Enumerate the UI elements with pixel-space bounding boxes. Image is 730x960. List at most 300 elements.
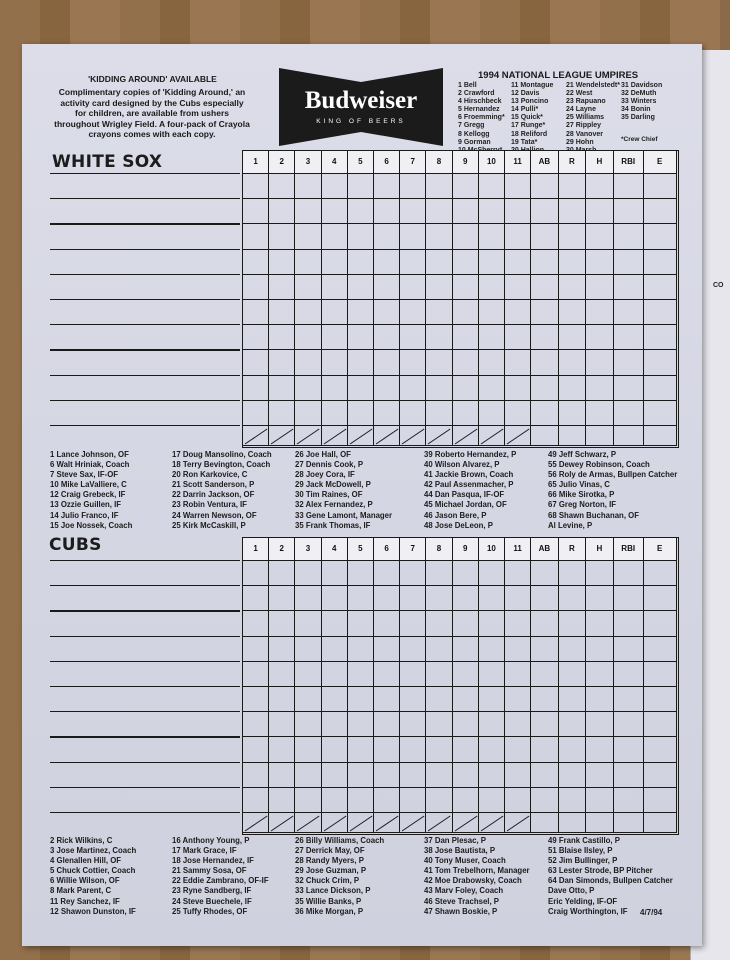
total-cell[interactable]	[348, 426, 374, 446]
score-cell[interactable]	[374, 637, 400, 662]
total-cell[interactable]	[505, 813, 531, 833]
player-name-line[interactable]	[50, 636, 240, 637]
score-cell[interactable]	[559, 275, 587, 300]
score-cell[interactable]	[348, 611, 374, 636]
score-cell[interactable]	[400, 712, 426, 737]
score-cell[interactable]	[586, 300, 614, 325]
score-cell[interactable]	[453, 401, 479, 426]
total-cell[interactable]	[295, 426, 321, 446]
total-cell[interactable]	[614, 426, 644, 446]
score-cell[interactable]	[559, 737, 587, 762]
score-cell[interactable]	[479, 401, 505, 426]
score-cell[interactable]	[614, 350, 644, 375]
score-cell[interactable]	[295, 350, 321, 375]
score-cell[interactable]	[348, 561, 374, 586]
score-cell[interactable]	[243, 275, 269, 300]
score-cell[interactable]	[243, 325, 269, 350]
score-cell[interactable]	[374, 174, 400, 199]
score-cell[interactable]	[586, 174, 614, 199]
score-cell[interactable]	[479, 737, 505, 762]
score-cell[interactable]	[374, 611, 400, 636]
total-cell[interactable]	[400, 426, 426, 446]
score-cell[interactable]	[531, 763, 559, 788]
score-cell[interactable]	[644, 687, 677, 712]
score-cell[interactable]	[322, 662, 348, 687]
score-cell[interactable]	[644, 224, 677, 249]
score-cell[interactable]	[269, 637, 295, 662]
score-cell[interactable]	[348, 401, 374, 426]
score-cell[interactable]	[586, 350, 614, 375]
score-cell[interactable]	[243, 376, 269, 401]
score-cell[interactable]	[453, 586, 479, 611]
total-cell[interactable]	[269, 426, 295, 446]
score-cell[interactable]	[531, 662, 559, 687]
player-name-line[interactable]	[50, 787, 240, 788]
score-cell[interactable]	[243, 712, 269, 737]
score-cell[interactable]	[453, 662, 479, 687]
score-cell[interactable]	[348, 737, 374, 762]
score-cell[interactable]	[531, 350, 559, 375]
score-cell[interactable]	[426, 712, 452, 737]
score-cell[interactable]	[426, 637, 452, 662]
score-cell[interactable]	[453, 300, 479, 325]
player-name-line[interactable]	[50, 299, 240, 300]
score-cell[interactable]	[374, 737, 400, 762]
score-cell[interactable]	[614, 275, 644, 300]
score-cell[interactable]	[559, 586, 587, 611]
score-cell[interactable]	[614, 174, 644, 199]
score-cell[interactable]	[559, 611, 587, 636]
player-name-line[interactable]	[50, 812, 240, 813]
score-cell[interactable]	[322, 611, 348, 636]
score-cell[interactable]	[586, 376, 614, 401]
score-cell[interactable]	[322, 637, 348, 662]
score-cell[interactable]	[348, 350, 374, 375]
score-cell[interactable]	[479, 712, 505, 737]
total-cell[interactable]	[243, 426, 269, 446]
score-cell[interactable]	[586, 224, 614, 249]
score-cell[interactable]	[295, 325, 321, 350]
player-name-line[interactable]	[50, 249, 240, 250]
total-cell[interactable]	[559, 426, 587, 446]
total-cell[interactable]	[269, 813, 295, 833]
score-cell[interactable]	[614, 637, 644, 662]
score-cell[interactable]	[559, 763, 587, 788]
score-cell[interactable]	[453, 737, 479, 762]
score-cell[interactable]	[269, 561, 295, 586]
score-cell[interactable]	[505, 561, 531, 586]
total-cell[interactable]	[348, 813, 374, 833]
score-cell[interactable]	[531, 637, 559, 662]
score-cell[interactable]	[269, 199, 295, 224]
score-cell[interactable]	[479, 611, 505, 636]
total-cell[interactable]	[479, 813, 505, 833]
score-cell[interactable]	[531, 788, 559, 813]
score-cell[interactable]	[644, 712, 677, 737]
score-cell[interactable]	[322, 586, 348, 611]
score-cell[interactable]	[559, 401, 587, 426]
player-name-line[interactable]	[50, 610, 240, 611]
score-cell[interactable]	[531, 325, 559, 350]
score-cell[interactable]	[479, 763, 505, 788]
total-cell[interactable]	[531, 426, 559, 446]
total-cell[interactable]	[295, 813, 321, 833]
score-cell[interactable]	[586, 687, 614, 712]
score-cell[interactable]	[243, 662, 269, 687]
score-cell[interactable]	[505, 224, 531, 249]
score-cell[interactable]	[453, 174, 479, 199]
score-cell[interactable]	[453, 561, 479, 586]
score-cell[interactable]	[374, 250, 400, 275]
score-cell[interactable]	[505, 737, 531, 762]
score-cell[interactable]	[269, 325, 295, 350]
score-cell[interactable]	[644, 662, 677, 687]
score-cell[interactable]	[531, 199, 559, 224]
score-cell[interactable]	[374, 712, 400, 737]
score-cell[interactable]	[374, 561, 400, 586]
score-cell[interactable]	[295, 662, 321, 687]
score-cell[interactable]	[269, 788, 295, 813]
score-cell[interactable]	[348, 637, 374, 662]
score-cell[interactable]	[426, 174, 452, 199]
score-cell[interactable]	[559, 174, 587, 199]
score-cell[interactable]	[644, 275, 677, 300]
score-cell[interactable]	[505, 275, 531, 300]
score-cell[interactable]	[400, 561, 426, 586]
score-cell[interactable]	[586, 586, 614, 611]
total-cell[interactable]	[453, 426, 479, 446]
score-cell[interactable]	[374, 788, 400, 813]
score-cell[interactable]	[614, 224, 644, 249]
score-cell[interactable]	[559, 300, 587, 325]
score-cell[interactable]	[295, 687, 321, 712]
player-name-line[interactable]	[50, 223, 240, 224]
total-cell[interactable]	[479, 426, 505, 446]
total-cell[interactable]	[644, 813, 677, 833]
score-cell[interactable]	[644, 763, 677, 788]
score-cell[interactable]	[400, 199, 426, 224]
score-cell[interactable]	[426, 763, 452, 788]
score-cell[interactable]	[505, 763, 531, 788]
score-cell[interactable]	[614, 561, 644, 586]
player-name-line[interactable]	[50, 661, 240, 662]
score-cell[interactable]	[559, 687, 587, 712]
total-cell[interactable]	[559, 813, 587, 833]
score-cell[interactable]	[586, 763, 614, 788]
score-cell[interactable]	[426, 350, 452, 375]
score-cell[interactable]	[295, 224, 321, 249]
player-name-line[interactable]	[50, 324, 240, 325]
score-cell[interactable]	[426, 224, 452, 249]
score-cell[interactable]	[400, 325, 426, 350]
score-cell[interactable]	[644, 401, 677, 426]
score-cell[interactable]	[269, 687, 295, 712]
score-cell[interactable]	[505, 788, 531, 813]
player-name-line[interactable]	[50, 198, 240, 199]
score-cell[interactable]	[644, 350, 677, 375]
score-cell[interactable]	[374, 662, 400, 687]
score-cell[interactable]	[426, 586, 452, 611]
score-cell[interactable]	[348, 199, 374, 224]
score-cell[interactable]	[400, 300, 426, 325]
score-cell[interactable]	[243, 687, 269, 712]
score-cell[interactable]	[586, 662, 614, 687]
score-cell[interactable]	[269, 662, 295, 687]
score-cell[interactable]	[479, 250, 505, 275]
score-cell[interactable]	[479, 586, 505, 611]
score-cell[interactable]	[531, 275, 559, 300]
score-cell[interactable]	[614, 586, 644, 611]
total-cell[interactable]	[505, 426, 531, 446]
player-name-line[interactable]	[50, 711, 240, 712]
score-cell[interactable]	[453, 376, 479, 401]
score-cell[interactable]	[614, 199, 644, 224]
total-cell[interactable]	[614, 813, 644, 833]
score-cell[interactable]	[322, 224, 348, 249]
score-cell[interactable]	[586, 737, 614, 762]
score-cell[interactable]	[374, 325, 400, 350]
score-cell[interactable]	[614, 250, 644, 275]
score-cell[interactable]	[269, 376, 295, 401]
score-cell[interactable]	[644, 250, 677, 275]
score-cell[interactable]	[644, 325, 677, 350]
score-cell[interactable]	[374, 401, 400, 426]
score-cell[interactable]	[374, 763, 400, 788]
score-cell[interactable]	[348, 687, 374, 712]
score-cell[interactable]	[295, 401, 321, 426]
score-cell[interactable]	[614, 687, 644, 712]
score-cell[interactable]	[614, 300, 644, 325]
total-cell[interactable]	[426, 426, 452, 446]
score-cell[interactable]	[295, 763, 321, 788]
score-cell[interactable]	[322, 763, 348, 788]
score-cell[interactable]	[322, 250, 348, 275]
score-cell[interactable]	[614, 712, 644, 737]
score-cell[interactable]	[400, 662, 426, 687]
score-cell[interactable]	[531, 174, 559, 199]
player-name-line[interactable]	[50, 375, 240, 376]
score-cell[interactable]	[505, 687, 531, 712]
score-cell[interactable]	[453, 275, 479, 300]
score-cell[interactable]	[644, 586, 677, 611]
score-cell[interactable]	[586, 561, 614, 586]
total-cell[interactable]	[426, 813, 452, 833]
score-cell[interactable]	[400, 611, 426, 636]
score-cell[interactable]	[531, 561, 559, 586]
score-cell[interactable]	[295, 788, 321, 813]
score-cell[interactable]	[426, 687, 452, 712]
score-cell[interactable]	[400, 637, 426, 662]
score-cell[interactable]	[269, 224, 295, 249]
score-cell[interactable]	[400, 401, 426, 426]
score-cell[interactable]	[400, 250, 426, 275]
score-cell[interactable]	[531, 300, 559, 325]
score-cell[interactable]	[453, 325, 479, 350]
total-cell[interactable]	[531, 813, 559, 833]
score-cell[interactable]	[243, 586, 269, 611]
score-cell[interactable]	[295, 737, 321, 762]
total-cell[interactable]	[453, 813, 479, 833]
score-cell[interactable]	[644, 174, 677, 199]
score-cell[interactable]	[614, 737, 644, 762]
score-cell[interactable]	[479, 637, 505, 662]
score-cell[interactable]	[295, 637, 321, 662]
total-cell[interactable]	[586, 813, 614, 833]
score-cell[interactable]	[426, 662, 452, 687]
score-cell[interactable]	[400, 350, 426, 375]
score-cell[interactable]	[295, 300, 321, 325]
score-cell[interactable]	[426, 561, 452, 586]
score-cell[interactable]	[322, 376, 348, 401]
score-cell[interactable]	[505, 250, 531, 275]
score-cell[interactable]	[644, 199, 677, 224]
score-cell[interactable]	[453, 712, 479, 737]
score-cell[interactable]	[269, 300, 295, 325]
score-cell[interactable]	[559, 637, 587, 662]
score-cell[interactable]	[586, 199, 614, 224]
score-cell[interactable]	[426, 737, 452, 762]
score-cell[interactable]	[644, 737, 677, 762]
score-cell[interactable]	[505, 376, 531, 401]
score-cell[interactable]	[644, 788, 677, 813]
score-cell[interactable]	[243, 224, 269, 249]
score-cell[interactable]	[559, 250, 587, 275]
score-cell[interactable]	[644, 376, 677, 401]
score-cell[interactable]	[614, 662, 644, 687]
score-cell[interactable]	[243, 174, 269, 199]
score-cell[interactable]	[348, 300, 374, 325]
score-cell[interactable]	[614, 788, 644, 813]
score-cell[interactable]	[505, 712, 531, 737]
total-cell[interactable]	[322, 426, 348, 446]
score-cell[interactable]	[614, 401, 644, 426]
score-cell[interactable]	[243, 401, 269, 426]
score-cell[interactable]	[453, 350, 479, 375]
score-cell[interactable]	[505, 611, 531, 636]
score-cell[interactable]	[243, 788, 269, 813]
score-cell[interactable]	[400, 224, 426, 249]
score-cell[interactable]	[269, 174, 295, 199]
score-cell[interactable]	[531, 712, 559, 737]
score-cell[interactable]	[559, 199, 587, 224]
score-cell[interactable]	[505, 662, 531, 687]
score-cell[interactable]	[586, 712, 614, 737]
total-cell[interactable]	[586, 426, 614, 446]
score-cell[interactable]	[453, 611, 479, 636]
score-cell[interactable]	[479, 300, 505, 325]
score-cell[interactable]	[586, 637, 614, 662]
score-cell[interactable]	[269, 737, 295, 762]
score-cell[interactable]	[426, 199, 452, 224]
score-cell[interactable]	[243, 250, 269, 275]
score-cell[interactable]	[269, 763, 295, 788]
score-cell[interactable]	[453, 687, 479, 712]
score-cell[interactable]	[269, 401, 295, 426]
score-cell[interactable]	[559, 224, 587, 249]
total-cell[interactable]	[243, 813, 269, 833]
score-cell[interactable]	[586, 788, 614, 813]
score-cell[interactable]	[348, 325, 374, 350]
score-cell[interactable]	[426, 376, 452, 401]
score-cell[interactable]	[453, 224, 479, 249]
score-cell[interactable]	[479, 687, 505, 712]
score-cell[interactable]	[295, 174, 321, 199]
total-cell[interactable]	[374, 813, 400, 833]
player-name-line[interactable]	[50, 349, 240, 350]
score-cell[interactable]	[243, 763, 269, 788]
score-cell[interactable]	[479, 199, 505, 224]
player-name-line[interactable]	[50, 762, 240, 763]
score-cell[interactable]	[586, 325, 614, 350]
score-cell[interactable]	[322, 712, 348, 737]
score-cell[interactable]	[531, 401, 559, 426]
player-name-line[interactable]	[50, 736, 240, 737]
score-cell[interactable]	[453, 250, 479, 275]
score-cell[interactable]	[322, 325, 348, 350]
score-cell[interactable]	[479, 662, 505, 687]
score-cell[interactable]	[374, 300, 400, 325]
score-cell[interactable]	[644, 637, 677, 662]
score-cell[interactable]	[479, 325, 505, 350]
total-cell[interactable]	[322, 813, 348, 833]
score-cell[interactable]	[243, 300, 269, 325]
score-cell[interactable]	[400, 376, 426, 401]
player-name-line[interactable]	[50, 585, 240, 586]
score-cell[interactable]	[400, 788, 426, 813]
total-cell[interactable]	[644, 426, 677, 446]
score-cell[interactable]	[505, 586, 531, 611]
score-cell[interactable]	[322, 275, 348, 300]
score-cell[interactable]	[243, 561, 269, 586]
score-cell[interactable]	[453, 637, 479, 662]
score-cell[interactable]	[295, 712, 321, 737]
score-cell[interactable]	[426, 325, 452, 350]
score-cell[interactable]	[269, 586, 295, 611]
score-cell[interactable]	[505, 199, 531, 224]
score-cell[interactable]	[295, 376, 321, 401]
score-cell[interactable]	[348, 763, 374, 788]
score-cell[interactable]	[348, 250, 374, 275]
score-cell[interactable]	[322, 788, 348, 813]
score-cell[interactable]	[348, 224, 374, 249]
player-name-line[interactable]	[50, 560, 240, 561]
score-cell[interactable]	[531, 687, 559, 712]
player-name-line[interactable]	[50, 686, 240, 687]
score-cell[interactable]	[479, 350, 505, 375]
score-cell[interactable]	[426, 250, 452, 275]
score-cell[interactable]	[559, 350, 587, 375]
score-cell[interactable]	[374, 224, 400, 249]
score-cell[interactable]	[295, 586, 321, 611]
score-cell[interactable]	[374, 376, 400, 401]
score-cell[interactable]	[505, 174, 531, 199]
score-cell[interactable]	[644, 300, 677, 325]
score-cell[interactable]	[374, 687, 400, 712]
player-name-line[interactable]	[50, 400, 240, 401]
score-cell[interactable]	[400, 737, 426, 762]
score-cell[interactable]	[243, 737, 269, 762]
score-cell[interactable]	[531, 250, 559, 275]
score-cell[interactable]	[348, 275, 374, 300]
score-cell[interactable]	[479, 561, 505, 586]
score-cell[interactable]	[479, 376, 505, 401]
score-cell[interactable]	[269, 250, 295, 275]
score-cell[interactable]	[322, 350, 348, 375]
score-cell[interactable]	[295, 561, 321, 586]
score-cell[interactable]	[426, 611, 452, 636]
score-cell[interactable]	[348, 376, 374, 401]
score-cell[interactable]	[348, 712, 374, 737]
